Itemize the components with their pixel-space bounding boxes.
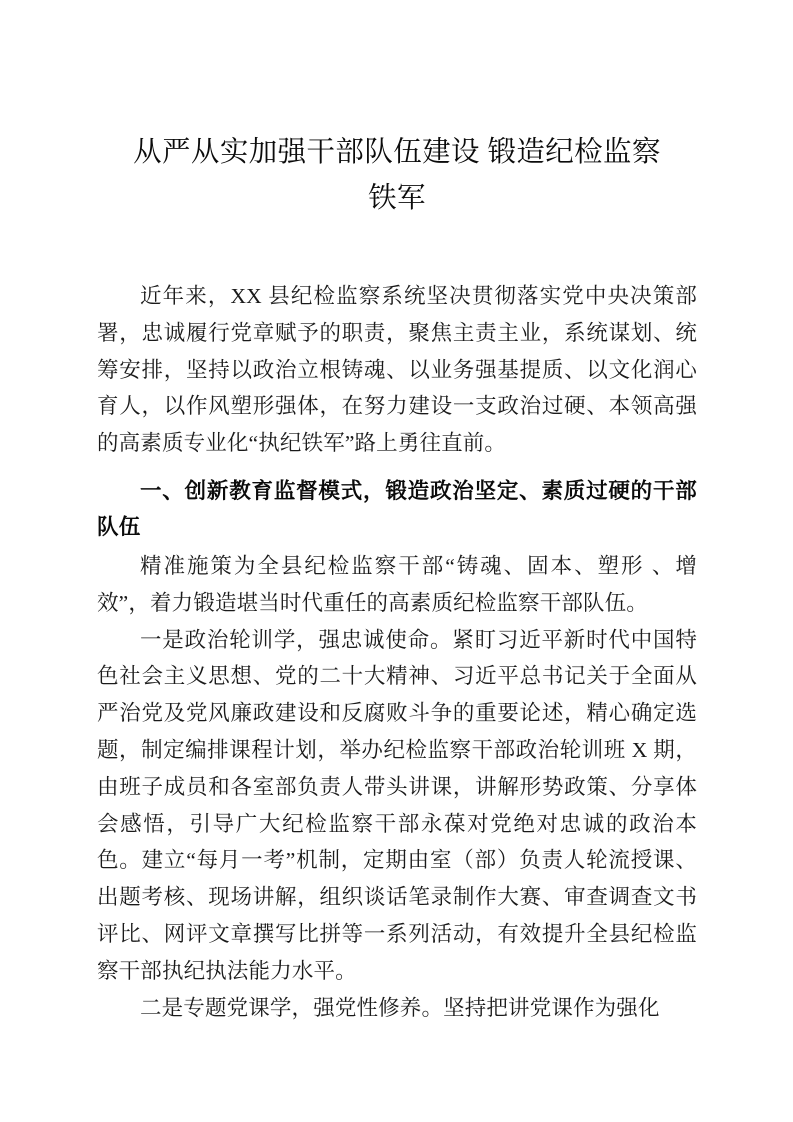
point-two-paragraph: 二是专题党课学，强党性修养。坚持把讲党课作为强化: [140, 995, 660, 1020]
page-title-line-1: 从严从实加强干部队伍建设 锻造纪检监察: [133, 137, 661, 168]
page-title-line-2: 铁军: [368, 183, 426, 214]
page-text-column: [97, 0, 697, 1026]
section-one-lead-paragraph: 精准施策为全县纪检监察干部“铸魂、固本、塑形 、增效”，着力锻造堪当时代重任的高素质纪检监察干部队伍。: [97, 553, 697, 615]
intro-paragraph: 近年来，XX 县纪检监察系统坚决贯彻落实党中央决策部署，忠诚履行党章赋予的职责，聚焦主责主业，系统谋划、统筹安排，坚持以政治立根铸魂、以业务强基提质、以文化润心育人，以作风塑形强体，在努力建设一支政治过硬、本领高强的高素质专业化“执纪铁军”路上勇往直前。: [97, 284, 697, 456]
section-heading-one: 一、创新教育监督模式，锻造政治坚定、素质过硬的干部队伍: [97, 478, 697, 540]
point-one-paragraph: 一是政治轮训学，强忠诚使命。紧盯习近平新时代中国特色社会主义思想、党的二十大精神、习近平总书记关于全面从严治党及党风廉政建设和反腐败斗争的重要论述，精心确定选题，制定编排课程计划，举办纪检监察干部政治轮训班 X 期，由班子成员和各室部负责人带头讲课，讲解形势政策、分享体会感悟，引导广大纪检监察干部永葆对党绝对忠诚的政治本色。建立“每月一考”机制，定期由室（部）负责人轮流授课、出题考核、现场讲解，组织谈话笔录制作大赛、审查调查文书评比、网评文章撰写比拼等一系列活动，有效提升全县纪检监察干部执纪执法能力水平。: [97, 627, 697, 983]
page-title: [97, 0, 697, 222]
